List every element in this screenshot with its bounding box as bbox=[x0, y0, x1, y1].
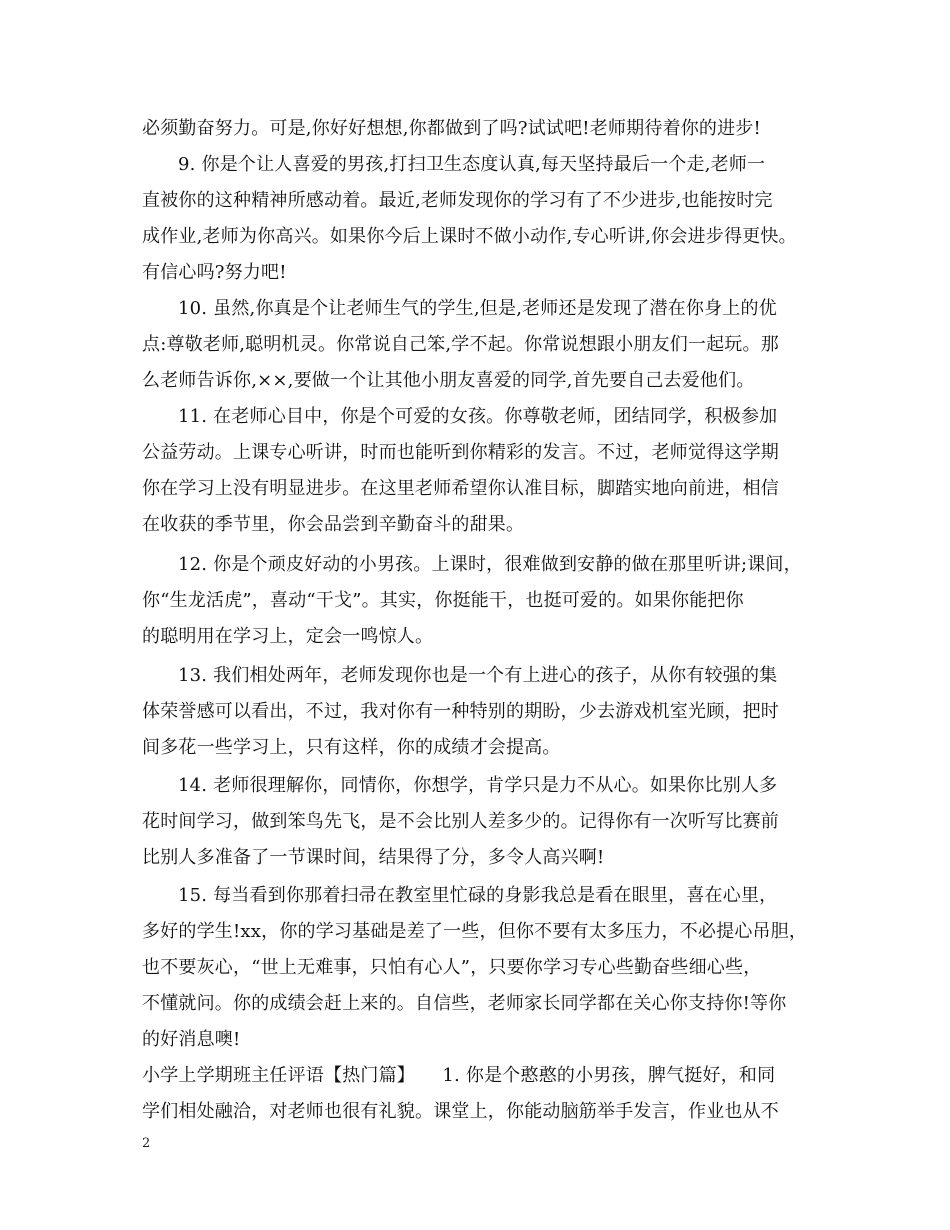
section-heading-line: 小学上学期班主任评语【热门篇】 1. 你是个憨憨的小男孩，脾气挺好，和同 bbox=[142, 1065, 776, 1086]
text-line: 10. 虽然,你真是个让老师生气的学生,但是,老师还是发现了潜在你身上的优 bbox=[178, 298, 777, 319]
text-line: 有信心吗?努力吧! bbox=[142, 262, 287, 283]
text-line: 13. 我们相处两年，老师发现你也是一个有上进心的孩子，从你有较强的集 bbox=[178, 665, 778, 686]
text-line: 12. 你是个顽皮好动的小男孩。上课时，很难做到安静的做在那里听讲;课间， bbox=[178, 554, 802, 575]
text-line: 公益劳动。上课专心听讲，时而也能听到你精彩的发言。不过，老师觉得这学期 bbox=[142, 442, 779, 463]
text-line: 成作业,老师为你高兴。如果你今后上课时不做小动作,专心听讲,你会进步得更快。 bbox=[142, 226, 797, 247]
text-line: 学们相处融洽，对老师也很有礼貌。课堂上，你能动脑筋举手发言，作业也从不 bbox=[142, 1101, 779, 1122]
text-line: 直被你的这种精神所感动着。最近,老师发现你的学习有了不少进步,也能按时完 bbox=[142, 190, 773, 211]
text-line: 体荣誉感可以看出，不过，我对你有一种特别的期盼，少去游戏机室光顾，把时 bbox=[142, 701, 779, 722]
page-number: 2 bbox=[142, 1136, 151, 1151]
text-line: 花时间学习，做到笨鸟先飞，是不会比别人差多少的。记得你有一次听写比赛前 bbox=[142, 811, 779, 832]
text-line: 15. 每当看到你那着扫帚在教室里忙碌的身影我总是看在眼里，喜在心里， bbox=[178, 885, 778, 906]
text-line: 间多花一些学习上，只有这样，你的成绩才会提高。 bbox=[142, 737, 561, 758]
text-line: 9. 你是个让人喜爱的男孩,打扫卫生态度认真,每天坚持最后一个走,老师一 bbox=[178, 154, 766, 175]
text-line: 必须勤奋努力。可是,你好好想想,你都做到了吗?试试吧!老师期待着你的进步! bbox=[142, 118, 761, 139]
text-line: 在收获的季节里，你会品尝到辛勤奋斗的甜果。 bbox=[142, 514, 525, 535]
text-line: 的聪明用在学习上，定会一鸣惊人。 bbox=[142, 626, 434, 647]
text-line: 你“生龙活虎”，喜动“干戈”。其实，你挺能干，也挺可爱的。如果你能把你 bbox=[142, 590, 744, 611]
text-line: 多好的学生!xx，你的学习基础是差了一些，但你不要有太多压力，不必提心吊胆， bbox=[142, 921, 808, 942]
text-line: 你在学习上没有明显进步。在这里老师希望你认准目标，脚踏实地向前进，相信 bbox=[142, 478, 779, 499]
text-line: 不懂就问。你的成绩会赶上来的。自信些，老师家长同学都在关心你支持你!等你 bbox=[142, 993, 787, 1014]
text-line: 点:尊敬老师,聪明机灵。你常说自己笨,学不起。你常说想跟小朋友们一起玩。那 bbox=[142, 334, 779, 355]
text-line: 的好消息噢! bbox=[142, 1029, 241, 1050]
text-line: 14. 老师很理解你，同情你，你想学，肯学只是力不从心。如果你比别人多 bbox=[178, 775, 778, 796]
text-line: 比别人多准备了一节课时间，结果得了分，多令人高兴啊! bbox=[142, 847, 605, 868]
text-line: 么老师告诉你,××,要做一个让其他小朋友喜爱的同学,首先要自己去爱他们。 bbox=[142, 370, 755, 391]
text-line: 11. 在老师心目中，你是个可爱的女孩。你尊敬老师，团结同学，积极参加 bbox=[178, 406, 778, 427]
text-line: 也不要灰心，“世上无难事，只怕有心人”，只要你学习专心些勤奋些细心些， bbox=[142, 957, 762, 978]
